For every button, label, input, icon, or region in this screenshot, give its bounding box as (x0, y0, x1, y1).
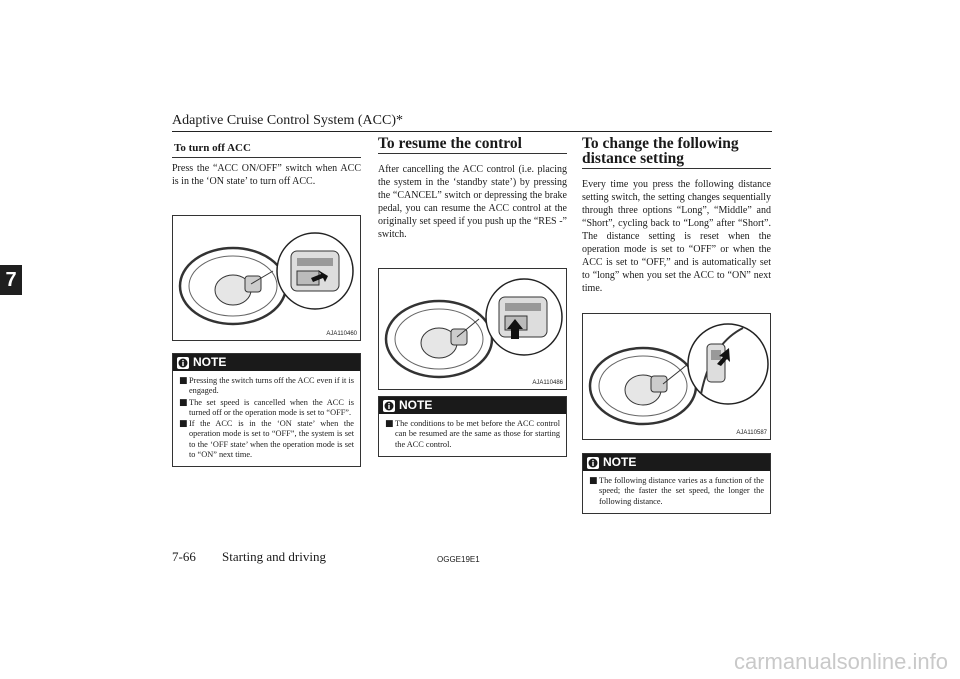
square-bullet-icon: ■ (179, 419, 188, 430)
figure-label: AJA110486 (532, 380, 563, 386)
note-header (583, 454, 770, 471)
section-turn-off-acc (172, 140, 361, 467)
note-body (379, 414, 566, 456)
steering-wheel-illustration (379, 269, 566, 389)
steering-wheel-figure (378, 268, 567, 390)
figure-label: AJA110587 (736, 430, 767, 436)
watermark[interactable]: carmanualsonline.info (733, 649, 948, 674)
steering-wheel-figure (582, 313, 771, 440)
section-following-distance (582, 136, 771, 514)
section-resume-control (378, 136, 567, 457)
note-title: NOTE (399, 398, 433, 412)
note-box (378, 396, 567, 457)
section-body: Press the “ACC ON/OFF” switch when ACC is in the ‘ON state’ to turn off ACC. (172, 163, 361, 187)
note-item: ■ The conditions to be met before the ACC control can be resumed are the same as those for starting the ACC control. (385, 419, 560, 449)
footer-section-name: Starting and driving (222, 549, 326, 564)
page-header-title: Adaptive Cruise Control System (ACC)* (172, 113, 403, 128)
chapter-tab: 7 (0, 265, 22, 295)
note-item: ■ The following distance varies as a function of the speed; the faster the set speed, the longer the following distance. (589, 476, 764, 506)
info-icon (383, 400, 395, 412)
square-bullet-icon: ■ (179, 397, 188, 408)
section-heading: To resume the control (378, 136, 567, 154)
note-title: NOTE (193, 355, 227, 369)
header-rule (172, 131, 772, 132)
info-icon (177, 357, 189, 369)
footer-page-number: 7-66 (172, 549, 196, 564)
note-item: ■ The set speed is cancelled when the ACC is turned off or the operation mode is set to “OFF”. (179, 397, 354, 417)
note-body (583, 471, 770, 513)
figure-label: AJA110460 (326, 331, 357, 337)
note-body (173, 371, 360, 466)
note-item: ■ Pressing the switch turns off the ACC even if it is engaged. (179, 376, 354, 396)
info-icon (587, 457, 599, 469)
steering-wheel-figure (172, 215, 361, 341)
square-bullet-icon: ■ (589, 476, 598, 486)
steering-wheel-illustration (583, 314, 770, 439)
square-bullet-icon: ■ (385, 419, 394, 429)
note-box (582, 453, 771, 514)
footer-doc-code: OGGE19E1 (437, 555, 480, 564)
note-header (173, 354, 360, 371)
section-heading: To turn off ACC (172, 140, 361, 158)
note-box (172, 353, 361, 467)
section-body: After cancelling the ACC control (i.e. placing the system in the ‘standby state’) by pressing the “CANCEL” switch or depressing the brake pedal, you can resume the ACC control at the originally set speed if you push up the “RES -” switch. (378, 164, 567, 240)
section-heading: To change the following distance setting (582, 136, 771, 169)
note-item: ■ If the ACC is in the ‘ON state’ when the operation mode is set to “OFF”, the system is set to the ‘OFF state’ when the operation mode is set to “ON” next time. (179, 419, 354, 460)
steering-wheel-illustration (173, 216, 360, 340)
square-bullet-icon: ■ (179, 376, 188, 386)
note-header (379, 397, 566, 414)
note-title: NOTE (603, 455, 637, 469)
section-body: Every time you press the following distance setting switch, the setting changes sequentially through three options “Long”, “Middle” and “Short”, cycling back to “Long” after “Short”. The distance setting is reset when the operation mode is set to “OFF” or when the ACC is set to “OFF,” and is automatically set to “long” when you set the ACC to “ON” next time. (582, 179, 771, 294)
